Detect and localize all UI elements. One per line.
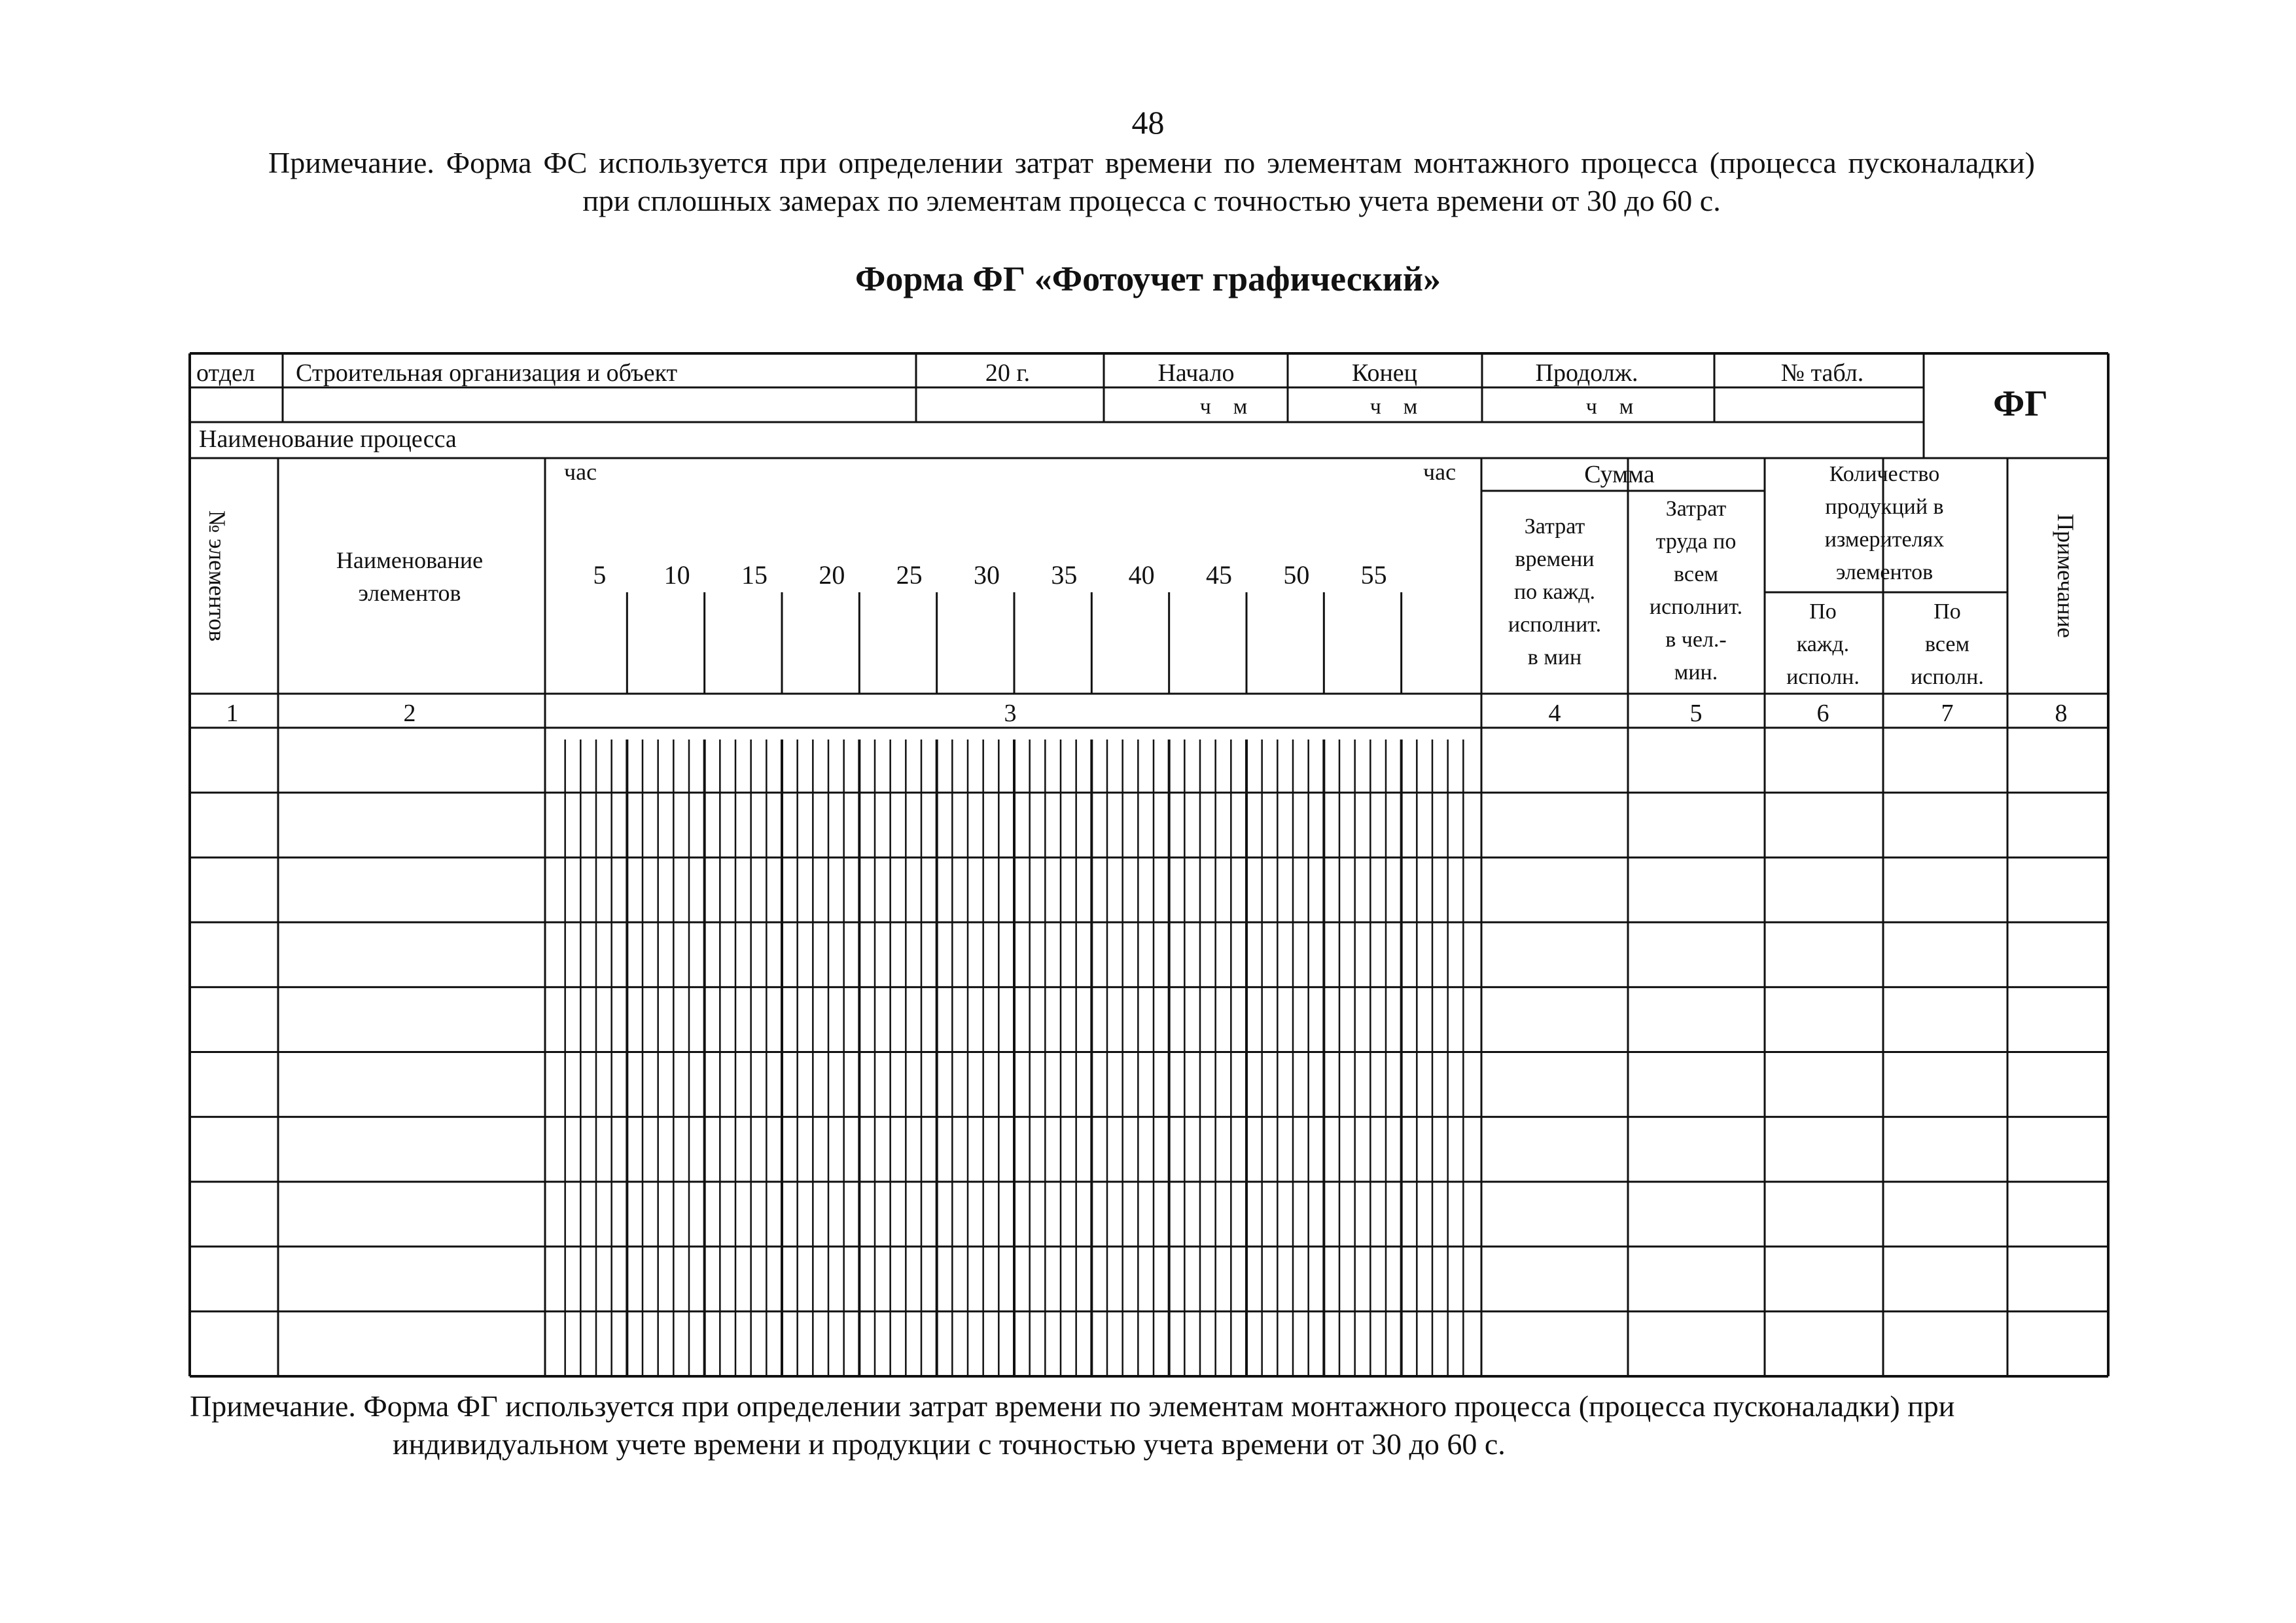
minute-tick-label: 25	[896, 560, 923, 590]
col-labor-cost-line: в чел.-	[1665, 628, 1727, 652]
hour-left-label: час	[564, 459, 597, 485]
minute-tick-label: 20	[819, 560, 845, 590]
col-labor-cost-line: исполнит.	[1649, 595, 1743, 619]
header-hm-end: ч м	[1369, 395, 1418, 419]
col-labor-cost-line: всем	[1674, 562, 1718, 586]
col-labor-cost	[1650, 497, 1742, 685]
header-tab-no: № табл.	[1780, 359, 1864, 387]
header-hm-start: ч м	[1199, 395, 1248, 419]
header-start: Начало	[1157, 359, 1235, 387]
form-code: ФГ	[1993, 383, 2048, 424]
col-time-cost-line: Затрат	[1524, 514, 1585, 539]
col-per-each-line: По	[1809, 599, 1837, 624]
col-labor-cost-line: Затрат	[1665, 497, 1727, 521]
col-per-all-line: всем	[1925, 632, 1969, 656]
col-per-all	[1911, 599, 1984, 689]
sum-header: Сумма	[1584, 461, 1655, 488]
col-quantity-line: Количество	[1829, 462, 1940, 486]
minute-tick-label: 45	[1206, 560, 1232, 590]
minute-tick-label: 30	[974, 560, 1000, 590]
table-grid-lines	[190, 353, 2108, 1376]
col-number: 1	[226, 700, 239, 727]
minute-tick-label: 10	[663, 560, 690, 590]
table-body-rows	[190, 740, 2108, 1376]
col-number: 5	[1689, 700, 1703, 727]
col-quantity-line: измерителях	[1824, 527, 1945, 552]
col-number: 2	[403, 700, 416, 727]
col-quantity-line: продукций в	[1825, 495, 1944, 519]
col-remark: Примечание	[2053, 514, 2079, 638]
minute-tick-label: 35	[1051, 560, 1078, 590]
header-org: Строительная организация и объект	[296, 359, 678, 387]
header-hm-duration: ч м	[1585, 395, 1634, 419]
col-per-each	[1786, 599, 1860, 689]
col-number: 8	[2055, 700, 2068, 727]
hour-right-label: час	[1423, 459, 1457, 485]
page-number: 48	[1131, 104, 1165, 141]
header-end: Конец	[1352, 359, 1417, 387]
col-element-no: № элементов	[204, 510, 230, 642]
process-name-label: Наименование процесса	[199, 425, 457, 453]
minute-tick-label: 5	[593, 560, 607, 590]
col-number: 6	[1816, 700, 1829, 727]
col-time-cost-line: исполнит.	[1508, 613, 1602, 637]
col-time-cost-line: по кажд.	[1513, 580, 1596, 604]
col-per-all-line: По	[1934, 599, 1961, 624]
header-dept: отдел	[196, 359, 255, 387]
col-per-all-line: исполн.	[1911, 665, 1984, 689]
form-title: Форма ФГ «Фотоучет графический»	[855, 259, 1441, 298]
minute-tick-label: 50	[1283, 560, 1310, 590]
note-bottom-line-2: индивидуальном учете времени и продукции с точностью учета времени от 30 до 60 с.	[393, 1427, 1506, 1461]
col-element-name-2: элементов	[358, 580, 461, 606]
col-per-each-line: исполн.	[1786, 665, 1860, 689]
col-time-cost-line: в мин	[1527, 645, 1582, 669]
col-labor-cost-line: мин.	[1674, 660, 1718, 685]
col-number: 7	[1941, 700, 1954, 727]
header-year: 20 г.	[985, 359, 1031, 387]
col-quantity	[1825, 462, 1945, 584]
minute-ticks	[593, 560, 1386, 590]
col-labor-cost-line: труда по	[1655, 529, 1737, 554]
col-number: 4	[1548, 700, 1561, 727]
note-bottom	[190, 1387, 2120, 1463]
minute-tick-label: 15	[741, 560, 768, 590]
col-quantity-line: элементов	[1835, 560, 1934, 584]
minute-tick-label: 40	[1128, 560, 1155, 590]
col-per-each-line: кажд.	[1796, 632, 1850, 656]
header-duration: Продолж.	[1535, 359, 1638, 387]
note-bottom-line-1: Примечание. Форма ФГ используется при определении затрат времени по элементам монтажного процесса (процесса пусконаладки) при	[190, 1389, 1955, 1423]
col-number: 3	[1004, 700, 1017, 727]
col-time-cost-line: времени	[1515, 547, 1595, 571]
note-top: Примечание. Форма ФС используется при определении затрат времени по элементам монтажного процесса (процесса пусконаладки) при сплошных замерах по элементам процесса с точностью учета времени от 30 до 60 с.	[268, 146, 2035, 217]
col-element-name: Наименование	[336, 547, 484, 573]
minute-tick-label: 55	[1360, 560, 1387, 590]
col-time-cost	[1508, 514, 1601, 669]
